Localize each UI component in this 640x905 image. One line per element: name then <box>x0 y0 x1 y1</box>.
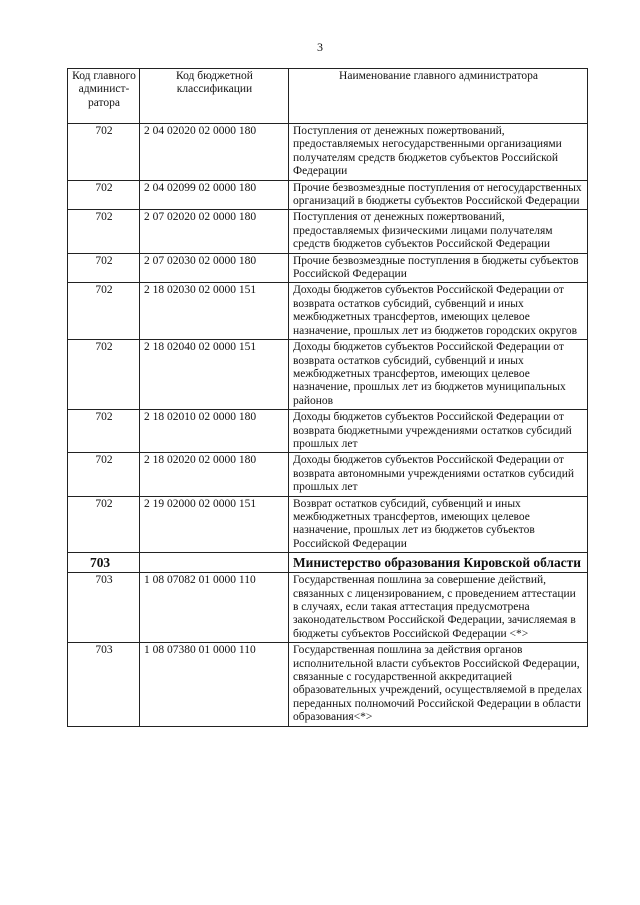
page-number: 3 <box>317 40 323 54</box>
budget-code-cell: 1 08 07380 01 0000 110 <box>140 643 289 726</box>
admin-code-cell: 702 <box>68 453 140 496</box>
budget-code-cell: 2 18 02020 02 0000 180 <box>140 453 289 496</box>
admin-code-cell: 702 <box>68 253 140 283</box>
budget-code-cell: 2 18 02010 02 0000 180 <box>140 410 289 453</box>
administrator-name-cell: Поступления от денежных пожертвований, предоставляемых физическими лицами получателям средств бюджетов субъектов Российской Федерации <box>289 210 588 253</box>
administrator-name-cell: Прочие безвозмездные поступления в бюджеты субъектов Российской Федерации <box>289 253 588 283</box>
header-admin-code: Код главного админист-ратора <box>68 69 140 124</box>
administrator-name-cell: Поступления от денежных пожертвований, предоставляемых негосударственными организациями получателям средств бюджетов субъектов Российской Федерации <box>289 124 588 181</box>
admin-code-cell: 702 <box>68 410 140 453</box>
header-administrator-name: Наименование главного администратора <box>289 69 588 124</box>
admin-code-cell: 702 <box>68 124 140 181</box>
table-row <box>68 410 588 453</box>
administrator-name-cell: Доходы бюджетов субъектов Российской Федерации от возврата остатков субсидий, субвенций и иных межбюджетных трансфертов, имеющих целевое назначение, прошлых лет из бюджетов муниципальных районов <box>289 340 588 410</box>
admin-code-cell: 702 <box>68 496 140 553</box>
table-row <box>68 573 588 643</box>
budget-code-cell: 2 18 02030 02 0000 151 <box>140 283 289 340</box>
table-row <box>68 210 588 253</box>
header-budget-code: Код бюджетной классификации <box>140 69 289 124</box>
admin-code-cell: 702 <box>68 210 140 253</box>
budget-code-cell: 2 18 02040 02 0000 151 <box>140 340 289 410</box>
table-row <box>68 496 588 553</box>
budget-code-cell <box>140 553 289 573</box>
admin-code-cell: 702 <box>68 180 140 210</box>
budget-code-cell: 2 04 02099 02 0000 180 <box>140 180 289 210</box>
admin-code-cell: 703 <box>68 573 140 643</box>
administrator-name-cell: Доходы бюджетов субъектов Российской Федерации от возврата автономными учреждениями остатков субсидий прошлых лет <box>289 453 588 496</box>
budget-code-cell: 2 04 02020 02 0000 180 <box>140 124 289 181</box>
table-row <box>68 453 588 496</box>
table-row <box>68 643 588 726</box>
administrator-name-cell: Возврат остатков субсидий, субвенций и иных межбюджетных трансфертов, имеющих целевое назначение, прошлых лет из бюджетов субъектов Российской Федерации <box>289 496 588 553</box>
table-row <box>68 124 588 181</box>
table-row <box>68 340 588 410</box>
budget-code-cell: 2 19 02000 02 0000 151 <box>140 496 289 553</box>
administrator-name-cell: Министерство образования Кировской области <box>289 553 588 573</box>
admin-code-cell: 703 <box>68 643 140 726</box>
administrator-name-cell: Государственная пошлина за совершение действий, связанных с лицензированием, с проведением аттестации в случаях, если такая аттестация предусмотрена законодательством Российской Федерации, зачисляемая в бюджеты субъектов Российской Федерации <*> <box>289 573 588 643</box>
table-header-row <box>68 69 588 124</box>
budget-code-cell: 2 07 02030 02 0000 180 <box>140 253 289 283</box>
admin-code-cell: 702 <box>68 283 140 340</box>
budget-code-cell: 2 07 02020 02 0000 180 <box>140 210 289 253</box>
section-row <box>68 553 588 573</box>
admin-code-cell: 703 <box>68 553 140 573</box>
budget-code-cell: 1 08 07082 01 0000 110 <box>140 573 289 643</box>
administrator-name-cell: Доходы бюджетов субъектов Российской Федерации от возврата остатков субсидий, субвенций и иных межбюджетных трансфертов, имеющих целевое назначение, прошлых лет из бюджетов городских округов <box>289 283 588 340</box>
administrator-name-cell: Государственная пошлина за действия органов исполнительной власти субъектов Российской Федерации, связанные с государственной аккредитацией образовательных учреждений, осуществляемой в пределах переданных полномочий Российской Федерации в области образования<*> <box>289 643 588 726</box>
table-row <box>68 253 588 283</box>
table-row <box>68 180 588 210</box>
table-row <box>68 283 588 340</box>
administrator-name-cell: Прочие безвозмездные поступления от негосударственных организаций в бюджеты субъектов Российской Федерации <box>289 180 588 210</box>
admin-code-cell: 702 <box>68 340 140 410</box>
administrator-name-cell: Доходы бюджетов субъектов Российской Федерации от возврата бюджетными учреждениями остатков субсидий прошлых лет <box>289 410 588 453</box>
table-body <box>68 124 588 727</box>
budget-administrators-table <box>67 68 588 727</box>
